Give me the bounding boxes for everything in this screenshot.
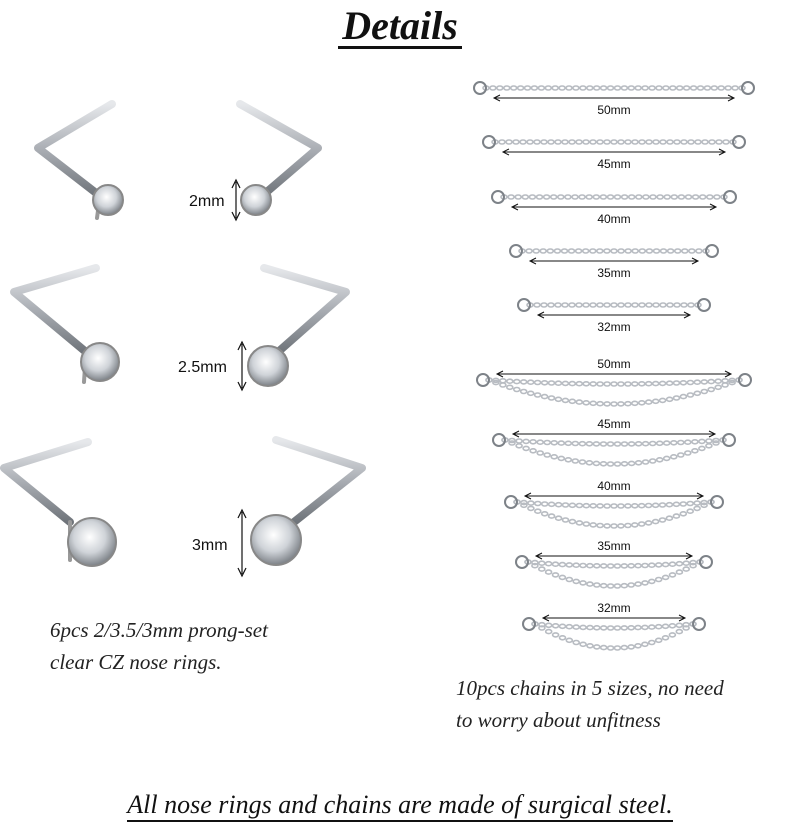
chains-caption [456,672,724,736]
chains-group [474,82,754,650]
double-chain-upper-links-1 [502,438,726,446]
chain-ring-left-0 [474,82,486,94]
dimension-arrow-3mm [238,510,246,576]
double-chain-upper-links-2 [514,500,714,508]
double-chain-ring-right-1 [723,434,735,446]
size-label-2mm: 2mm [189,193,225,210]
double-chain-ring-right-4 [693,618,705,630]
chain-ring-left-1 [483,136,495,148]
double-chain-ring-left-0 [477,374,489,386]
nose-ring-2.5mm-left [14,268,119,382]
double-chain-length-label: 35mm [597,539,631,553]
nose-ring-2.5mm-right [248,268,346,386]
chain-ring-right-4 [698,299,710,311]
chain-ring-right-3 [706,245,718,257]
double-chain-ring-left-1 [493,434,505,446]
chain-ring-right-1 [733,136,745,148]
rings-caption-line-2: clear CZ nose rings. [50,650,222,674]
size-label-2.5mm: 2.5mm [178,359,227,376]
double-chain-length-label: 32mm [597,601,631,615]
single-chain-length-label: 35mm [597,266,631,280]
chains-caption-line-1: 10pcs chains in 5 sizes, no need [456,676,724,700]
single-chain-length-label: 32mm [597,320,631,334]
double-chain-upper-links-0 [486,378,742,386]
chain-ring-left-2 [492,191,504,203]
dimension-arrow-2.5mm [238,342,246,390]
rings-caption-line-1: 6pcs 2/3.5/3mm prong-set [50,618,268,642]
double-chain-upper-links-4 [532,622,696,630]
dimension-arrow-2mm [232,180,240,220]
double-chain-ring-right-2 [711,496,723,508]
footer-note: All nose rings and chains are made of surgical steel. [0,790,800,820]
single-chain-links-0 [483,86,745,90]
chain-ring-left-4 [518,299,530,311]
double-chain-lower-links-4 [532,622,696,650]
single-chain-links-3 [519,249,709,253]
double-chain-length-label: 45mm [597,417,631,431]
double-chain-length-label: 50mm [597,357,631,371]
single-chain-length-label: 50mm [597,103,631,117]
chains-caption-line-2: to worry about unfitness [456,708,661,732]
double-chain-ring-left-2 [505,496,517,508]
chain-ring-right-2 [724,191,736,203]
size-label-3mm: 3mm [192,537,228,554]
double-chain-length-label: 40mm [597,479,631,493]
single-chain-links-1 [492,140,736,144]
nose-ring-3mm-right [251,440,362,565]
double-chain-ring-right-3 [700,556,712,568]
page-title: Details [0,2,800,49]
chain-ring-left-3 [510,245,522,257]
single-chain-links-2 [501,195,727,199]
nose-ring-3mm-left [4,442,116,566]
single-chain-links-4 [527,303,701,307]
double-chain-ring-right-0 [739,374,751,386]
double-chain-upper-links-3 [525,560,703,568]
double-chain-ring-left-4 [523,618,535,630]
chain-ring-right-0 [742,82,754,94]
single-chain-length-label: 45mm [597,157,631,171]
rings-caption [50,614,268,678]
nose-ring-2mm-right [240,104,318,215]
double-chain-ring-left-3 [516,556,528,568]
single-chain-length-label: 40mm [597,212,631,226]
nose-ring-2mm-left [38,104,123,218]
